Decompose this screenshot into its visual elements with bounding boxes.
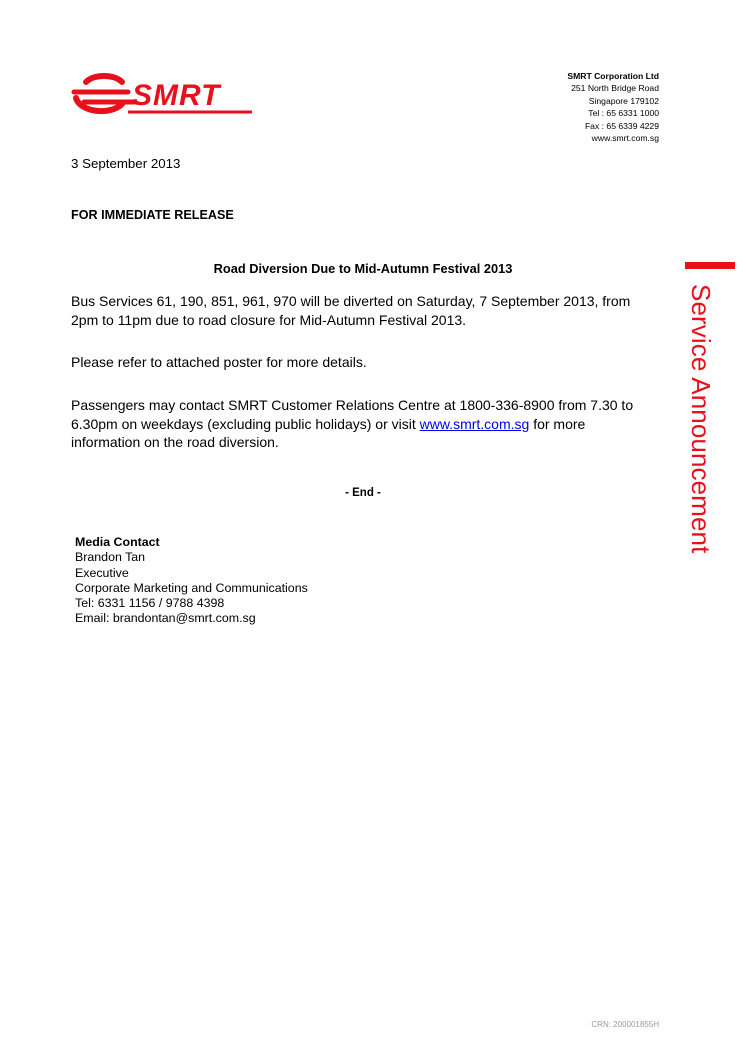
smrt-wordmark: SMRT: [132, 79, 221, 112]
body-paragraph-3-text-end: for more information on the road diversion.: [71, 415, 586, 450]
media-contact-role: Executive: [75, 565, 129, 580]
service-announcement-label: Service Announcement: [686, 284, 716, 554]
media-contact-tel: Tel: 6331 1156 / 9788 4398: [75, 596, 225, 611]
media-contact-email: Email: brandontan@smrt.com.sg: [75, 611, 256, 626]
media-contact-name: Brandon Tan: [75, 550, 146, 565]
release-label: FOR IMMEDIATE RELEASE: [71, 208, 234, 222]
headline: Road Diversion Due to Mid-Autumn Festival 2013: [213, 261, 513, 276]
body-paragraph-2: Please refer to attached poster for more details.: [71, 354, 367, 370]
company-address-1: 251 North Bridge Road: [571, 83, 659, 94]
company-fax: Fax : 65 6339 4229: [584, 120, 659, 131]
end-marker: - End -: [345, 487, 381, 499]
media-contact-title: Media Contact: [75, 535, 160, 549]
company-address-2: Singapore 179102: [588, 95, 659, 106]
body-paragraph-3: [71, 396, 651, 452]
crn-number: CRN: 200001855H: [591, 1020, 659, 1029]
body-paragraph-1: Bus Services 61, 190, 851, 961, 970 will be diverted on Saturday, 7 September 2013, from 2pm to 11pm due to road closure for Mid-Autumn Festival 2013.: [71, 293, 631, 328]
smrt-logo: [70, 72, 256, 118]
company-name: SMRT Corporation Ltd: [567, 71, 659, 81]
body-paragraph-3-text-start: Passengers may contact SMRT Customer Relations Centre at 1800-336-8900 from 7.30 to 6.30pm on weekdays (excluding public holidays) or visit: [71, 397, 634, 432]
release-date: 3 September 2013: [71, 156, 181, 171]
company-info: [567, 70, 659, 144]
company-tel: Tel : 65 6331 1000: [588, 108, 659, 119]
company-website: www.smrt.com.sg: [591, 133, 659, 144]
media-contact-dept: Corporate Marketing and Communications: [75, 580, 308, 595]
sidebar-accent-bar: [685, 262, 735, 269]
smrt-website-link[interactable]: www.smrt.com.sg: [419, 415, 530, 432]
smrt-logo-icon: [74, 76, 134, 111]
media-contact: [75, 535, 308, 627]
